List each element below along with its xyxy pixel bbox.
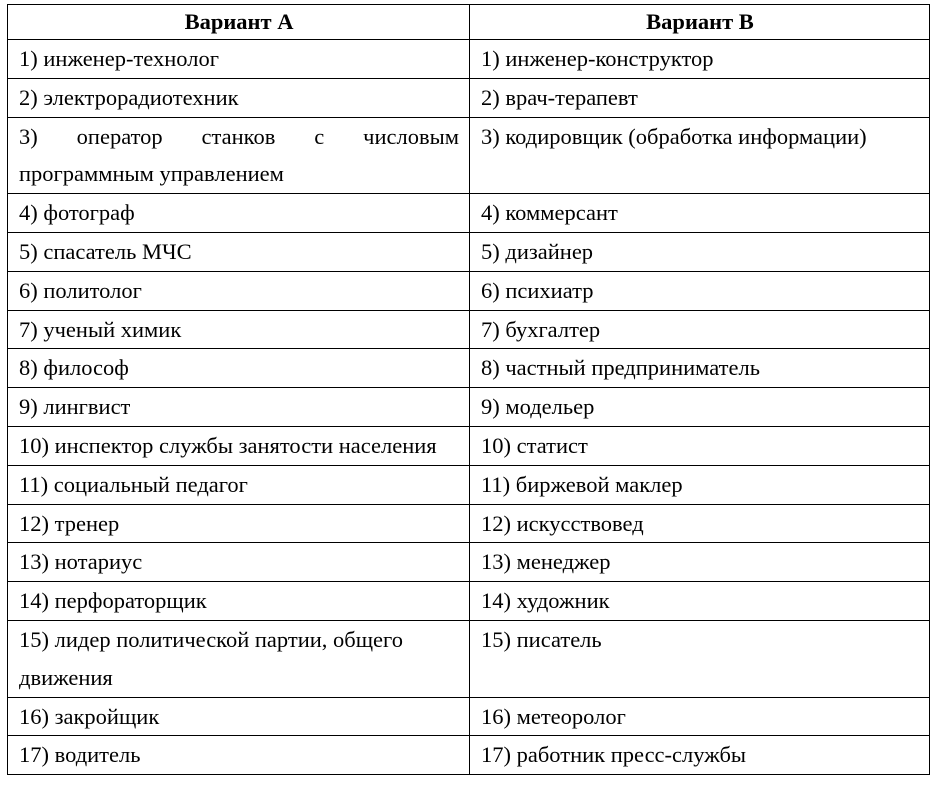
table-row [8, 194, 930, 233]
cell-variant-a: 15) лидер политической партии, общего движения [8, 620, 470, 697]
cell-variant-a: 17) водитель [8, 736, 470, 775]
cell-variant-a: 6) политолог [8, 271, 470, 310]
cell-variant-a: 2) электрорадиотехник [8, 78, 470, 117]
cell-variant-b: 11) биржевой маклер [470, 465, 930, 504]
table-row [8, 465, 930, 504]
cell-variant-a: 3) оператор станков с числовым программным управлением [8, 117, 470, 194]
cell-variant-a: 13) нотариус [8, 543, 470, 582]
table-row [8, 697, 930, 736]
table-row [8, 310, 930, 349]
cell-variant-a: 1) инженер-технолог [8, 40, 470, 79]
cell-variant-a: 5) спасатель МЧС [8, 232, 470, 271]
cell-variant-b: 7) бухгалтер [470, 310, 930, 349]
table-header-row [8, 5, 930, 40]
cell-variant-a: 9) лингвист [8, 388, 470, 427]
table-row [8, 426, 930, 465]
cell-variant-a: 12) тренер [8, 504, 470, 543]
cell-variant-b: 5) дизайнер [470, 232, 930, 271]
column-header-variant-b: Вариант В [470, 5, 930, 40]
cell-variant-a: 7) ученый химик [8, 310, 470, 349]
cell-variant-a: 10) инспектор службы занятости населения [8, 426, 470, 465]
professions-table [7, 4, 930, 775]
column-header-variant-a: Вариант А [8, 5, 470, 40]
cell-variant-b: 17) работник пресс-службы [470, 736, 930, 775]
cell-variant-a: 14) перфораторщик [8, 582, 470, 621]
table-row [8, 232, 930, 271]
cell-variant-b: 1) инженер-конструктор [470, 40, 930, 79]
cell-variant-b: 2) врач-терапевт [470, 78, 930, 117]
cell-variant-b: 9) модельер [470, 388, 930, 427]
cell-variant-b: 3) кодировщик (обработка информации) [470, 117, 930, 194]
table-row [8, 543, 930, 582]
table-row [8, 117, 930, 194]
cell-variant-b: 16) метеоролог [470, 697, 930, 736]
table-row [8, 78, 930, 117]
table-row [8, 349, 930, 388]
cell-variant-b: 13) менеджер [470, 543, 930, 582]
table-row [8, 40, 930, 79]
cell-variant-a: 11) социальный педагог [8, 465, 470, 504]
cell-variant-a: 8) философ [8, 349, 470, 388]
cell-variant-b: 15) писатель [470, 620, 930, 697]
cell-variant-b: 6) психиатр [470, 271, 930, 310]
table-row [8, 620, 930, 697]
cell-variant-a: 16) закройщик [8, 697, 470, 736]
table-row [8, 271, 930, 310]
cell-variant-b: 8) частный предприниматель [470, 349, 930, 388]
cell-variant-b: 10) статист [470, 426, 930, 465]
table-body [8, 40, 930, 775]
table-row [8, 504, 930, 543]
cell-variant-a: 4) фотограф [8, 194, 470, 233]
table-row [8, 582, 930, 621]
cell-variant-b: 14) художник [470, 582, 930, 621]
table-row [8, 736, 930, 775]
cell-variant-b: 12) искусствовед [470, 504, 930, 543]
table-row [8, 388, 930, 427]
cell-variant-b: 4) коммерсант [470, 194, 930, 233]
